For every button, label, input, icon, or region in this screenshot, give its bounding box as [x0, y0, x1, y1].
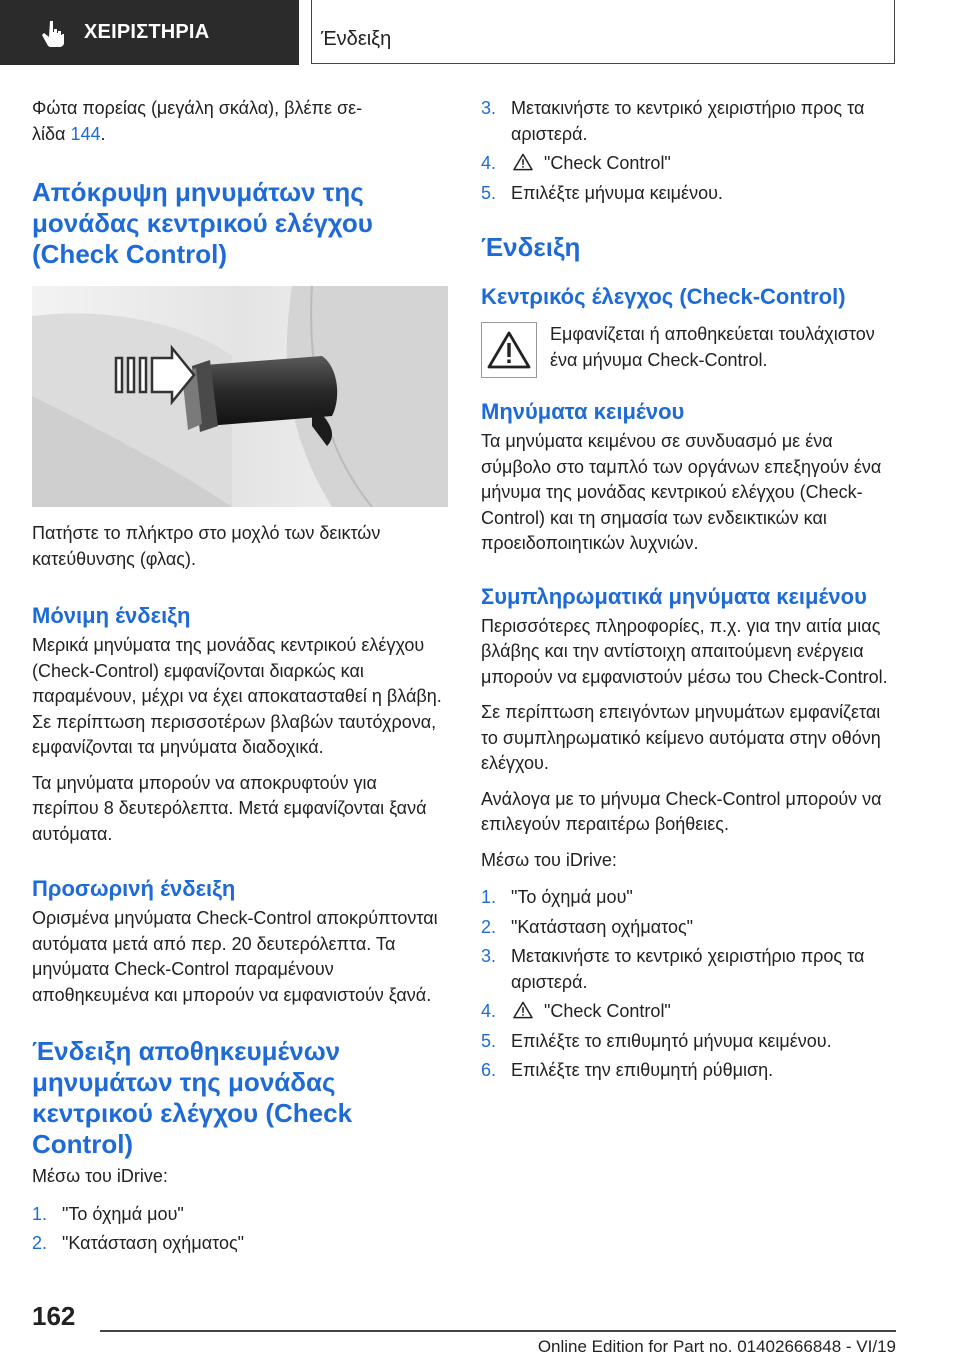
heading-hide-messages: Απόκρυψη μηνυμάτων της μονάδας κεντρικού ελέγχου (Check Control)	[32, 177, 373, 269]
step-text: Μετακινήστε το κεντρικό χειριστήριο προς τα αριστερά.	[511, 98, 865, 144]
list-item	[481, 999, 901, 1025]
heading-stored-messages: Ένδειξη αποθηκευμένων μηνυμάτων της μονάδας κεντρικού ελέγχου (Check Control)	[32, 1036, 353, 1159]
step-number: 4.	[481, 1001, 497, 1021]
permanent-paragraph: Μερικά μηνύματα της μονάδας κεντρικού ελέγχου (Check-Control) εμφανίζονται διαρκώς και παραμένουν, μέχρι να έχει αποκατασταθεί η βλάβη. Σε περίπτωση περισσοτέρων βλαβών ταυτόχρονα, εμφανίζονται τα μηνύματα διαδοχικά.	[32, 635, 442, 757]
heading-display: Ένδειξη	[481, 232, 581, 262]
intro-paragraph	[32, 96, 448, 147]
step-number: 2.	[32, 1233, 48, 1253]
list-item	[32, 1231, 448, 1257]
heading-temporary: Προσωρινή ένδειξη	[32, 876, 236, 901]
list-item	[481, 151, 901, 177]
step-number: 3.	[481, 98, 497, 118]
text-messages-paragraph: Τα μηνύματα κειμένου σε συνδυασμό με ένα σύμβολο στο ταμπλό των οργάνων επεξηγούν ένα μήνυμα της μονάδας κεντρικού ελέγχου (Check-Control) και τη σημασία των ενδεικτικών και προειδοποιητικών λυχνιών.	[481, 431, 882, 553]
check-control-note	[481, 322, 901, 378]
step-text: "Κατάσταση οχήματος"	[62, 1233, 245, 1253]
warning-triangle-icon	[512, 153, 534, 171]
right-column	[481, 96, 901, 1088]
step-label: "Check Control"	[544, 1001, 671, 1021]
page-link-144[interactable]: 144	[70, 123, 101, 144]
via-idrive-left: Μέσω του iDrive:	[32, 1166, 168, 1186]
header-section-box	[311, 0, 895, 64]
page-number: 162	[32, 1301, 76, 1331]
step-number: 3.	[481, 946, 497, 966]
intro-period: .	[100, 123, 106, 144]
list-item	[481, 1058, 901, 1084]
header-tab	[0, 0, 299, 65]
step-text: Επιλέξτε το επιθυμητό μήνυμα κειμένου.	[511, 1030, 832, 1051]
list-item	[32, 1202, 448, 1228]
step-number: 1.	[32, 1203, 48, 1224]
supp-paragraph-2: Σε περίπτωση επειγόντων μηνυμάτων εμφανίζεται το συμπληρωματικό κείμενο αυτόματα στην οθόνη ελέγχου.	[481, 702, 881, 773]
hand-pointer-icon	[38, 18, 68, 48]
intro-line-1: Φώτα πορείας (μεγάλη σκάλα), βλέπε σε-	[32, 98, 363, 118]
list-item	[481, 1029, 901, 1055]
footer-divider	[100, 1330, 896, 1332]
list-item	[481, 944, 901, 995]
step-number: 4.	[481, 153, 497, 173]
list-item	[481, 181, 901, 207]
indicator-stalk-button-image	[32, 286, 448, 507]
step-number: 2.	[481, 916, 497, 937]
steps-left	[32, 1202, 448, 1257]
step-text-with-icon	[511, 151, 901, 177]
step-number: 5.	[481, 1030, 497, 1051]
step-text: "Το όχημά μου"	[511, 887, 633, 907]
left-column	[32, 96, 448, 1261]
warning-triangle-icon	[481, 322, 537, 378]
list-item	[481, 915, 901, 941]
press-paragraph: Πατήστε το πλήκτρο στο μοχλό των δεικτών κατεύθυνσης (φλας).	[32, 523, 381, 569]
heading-supplementary: Συμπληρωματικά μηνύματα κειμένου	[481, 583, 867, 609]
step-text-with-icon	[511, 999, 901, 1025]
supp-paragraph-3: Ανάλογα με το μήνυμα Check-Control μπορούν να επιλεγούν περαιτέρω βοήθειες.	[481, 788, 882, 834]
step-text: Επιλέξτε μήνυμα κειμένου.	[511, 182, 723, 203]
heading-permanent: Μόνιμη ένδειξη	[32, 603, 191, 628]
step-label: "Check Control"	[544, 153, 671, 173]
temporary-paragraph: Ορισμένα μηνύματα Check-Control αποκρύπτονται αυτόματα μετά από περ. 20 δευτερόλεπτα. Τα μηνύματα Check-Control παραμένουν αποθηκευμένα και μπορούν να εμφανιστούν ξανά.	[32, 908, 438, 1005]
step-number: 1.	[481, 887, 497, 907]
step-text: Επιλέξτε την επιθυμητή ρύθμιση.	[511, 1060, 774, 1080]
list-item	[481, 96, 901, 147]
heading-text-messages: Μηνύματα κειμένου	[481, 399, 685, 424]
hide8-paragraph: Τα μηνύματα μπορούν να αποκρυφτούν για περίπου 8 δευτερόλεπτα. Μετά εμφανίζονται ξανά αυτόματα.	[32, 772, 427, 844]
step-text: Μετακινήστε το κεντρικό χειριστήριο προς τα αριστερά.	[511, 946, 865, 992]
note-text: Εμφανίζεται ή αποθηκεύεται τουλάχιστον ένα μήνυμα Check-Control.	[550, 324, 875, 370]
steps-right-b	[481, 885, 901, 1084]
step-number: 6.	[481, 1060, 497, 1080]
step-text: "Το όχημά μου"	[62, 1203, 184, 1224]
list-item	[481, 885, 901, 911]
steps-right-a	[481, 96, 901, 206]
supp-paragraph-1: Περισσότερες πληροφορίες, π.χ. για την αιτία μιας βλάβης και την αντίστοιχη απαιτούμενη ενέργεια μπορούν να εμφανιστούν μέσω του Check-Control.	[481, 615, 888, 687]
section-title: Ένδειξη	[321, 28, 392, 50]
via-idrive-right: Μέσω του iDrive:	[481, 849, 617, 870]
chapter-title: ΧΕΙΡΙΣΤΗΡΙΑ	[84, 21, 210, 43]
step-text: "Κατάσταση οχήματος"	[511, 916, 694, 937]
warning-triangle-icon	[512, 1001, 534, 1019]
step-number: 5.	[481, 182, 497, 203]
intro-line-2: λίδα	[32, 123, 71, 144]
heading-check-control: Κεντρικός έλεγχος (Check-Control)	[481, 284, 846, 309]
edition-footer: Online Edition for Part no. 01402666848 - VI/19	[537, 1337, 896, 1356]
